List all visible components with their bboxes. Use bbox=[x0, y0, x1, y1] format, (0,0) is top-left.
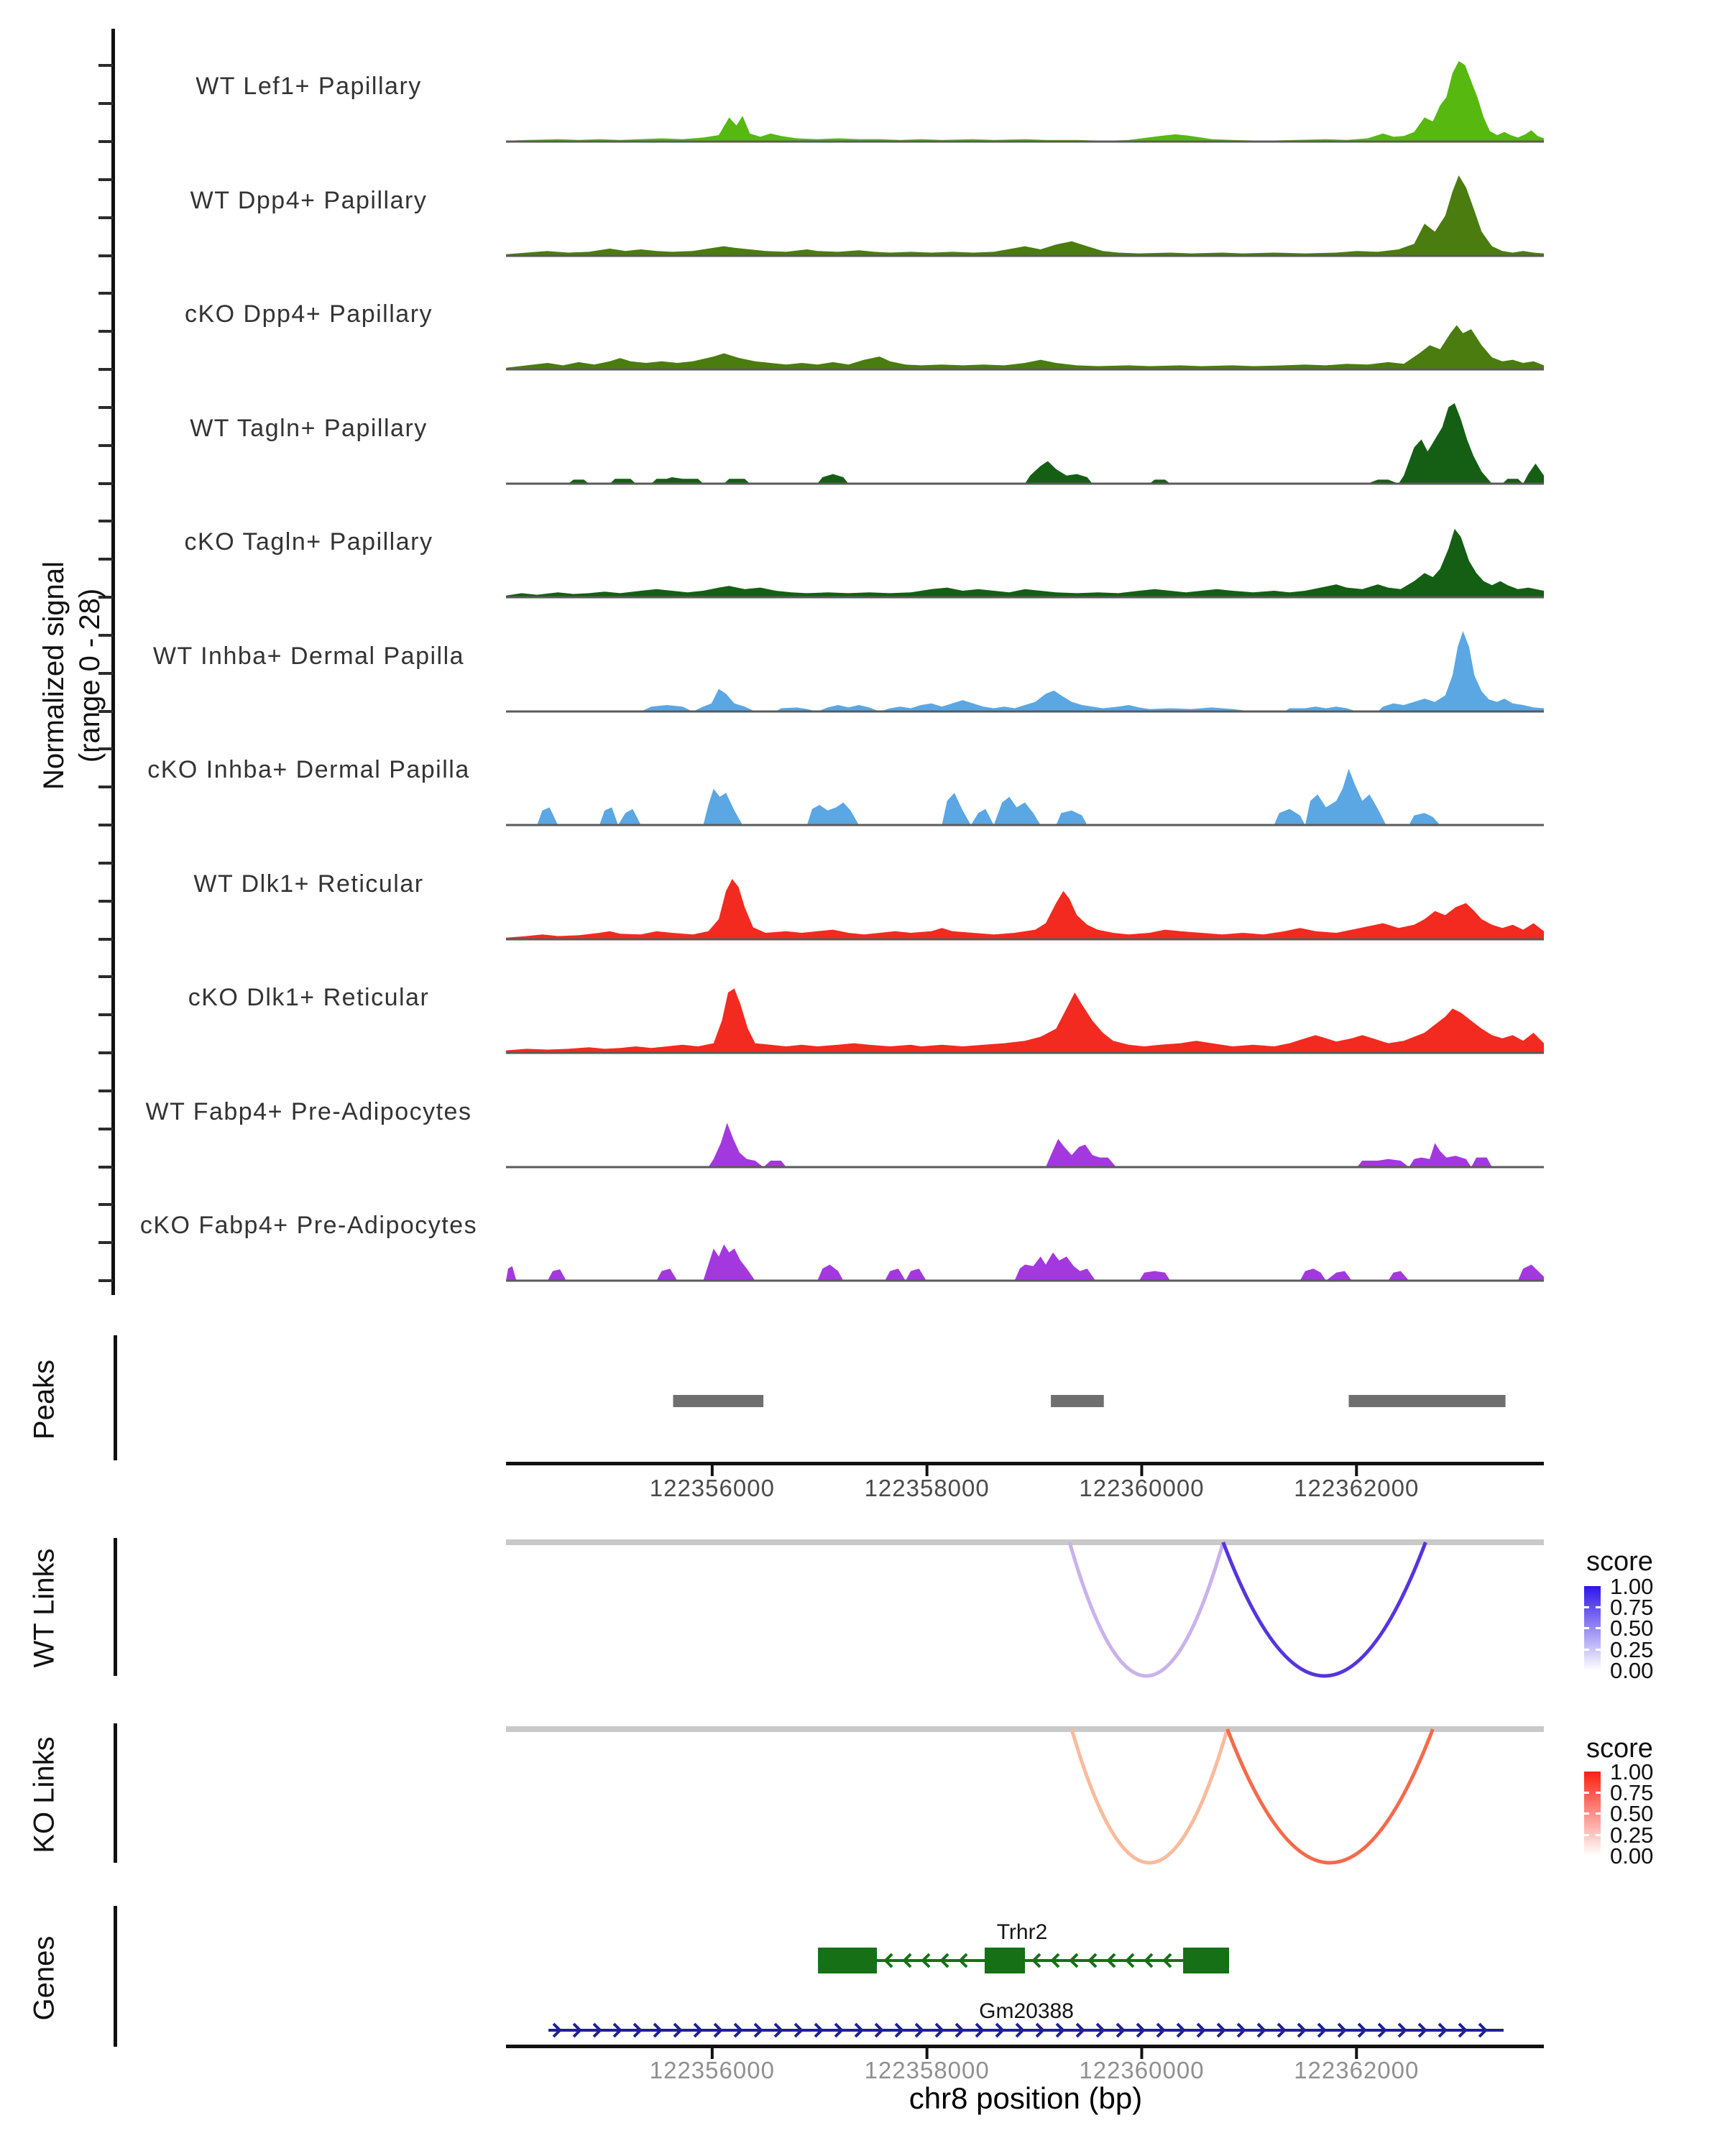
signal-area bbox=[506, 1245, 1544, 1281]
section-label-peaks: Peaks bbox=[28, 1359, 60, 1440]
gene-label-trhr2: Trhr2 bbox=[996, 1920, 1048, 1944]
x-tick-label: 122360000 bbox=[1079, 1475, 1205, 1501]
signal-area bbox=[506, 1123, 1544, 1167]
x-tick-label: 122360000 bbox=[1079, 2057, 1205, 2083]
peak-interval bbox=[673, 1395, 763, 1407]
section-bracket bbox=[114, 1538, 117, 1676]
legend-tick-label: 0.50 bbox=[1610, 1616, 1654, 1641]
legend-tick-label: 1.00 bbox=[1610, 1759, 1654, 1784]
legend-tick-label: 0.00 bbox=[1610, 1657, 1654, 1683]
track-label: cKO Tagln+ Papillary bbox=[184, 528, 433, 556]
legend-tick-dash bbox=[1596, 1649, 1601, 1651]
track-label: WT Dlk1+ Reticular bbox=[193, 870, 424, 898]
x-tick-label: 122362000 bbox=[1294, 1475, 1420, 1501]
gene-exon bbox=[985, 1948, 1025, 1973]
signal-area bbox=[506, 769, 1544, 825]
gene-exon bbox=[818, 1948, 877, 1973]
track-label: WT Tagln+ Papillary bbox=[190, 415, 428, 442]
legend-tick-dash bbox=[1584, 1834, 1589, 1836]
signal-area bbox=[506, 175, 1544, 256]
section-bracket bbox=[114, 1906, 117, 2047]
y-axis-label-line2: (range 0 - 28) bbox=[74, 588, 106, 763]
signal-area bbox=[506, 325, 1544, 369]
legend-tick-label: 0.25 bbox=[1610, 1636, 1654, 1662]
track-label: WT Lef1+ Papillary bbox=[196, 73, 422, 100]
y-axis-label bbox=[36, 29, 108, 1322]
gene-label-gm20388: Gm20388 bbox=[979, 1999, 1074, 2023]
links-baseline bbox=[506, 1726, 1544, 1732]
x-tick-label: 122356000 bbox=[649, 1475, 775, 1501]
signal-area bbox=[506, 988, 1544, 1053]
y-axis-label-line1: Normalized signal bbox=[38, 561, 70, 790]
section-bracket bbox=[114, 1723, 117, 1863]
signal-area bbox=[506, 529, 1544, 597]
legend-tick-dash bbox=[1584, 1606, 1589, 1608]
x-axis-title: chr8 position (bp) bbox=[908, 2081, 1143, 2115]
track-label: cKO Inhba+ Dermal Papilla bbox=[147, 756, 470, 783]
peak-interval bbox=[1349, 1395, 1506, 1407]
signal-area bbox=[506, 403, 1544, 484]
link-arc bbox=[1228, 1729, 1433, 1863]
legend-tick-label: 0.75 bbox=[1610, 1780, 1654, 1806]
x-tick-label: 122356000 bbox=[649, 2057, 775, 2083]
gene-exon bbox=[1183, 1948, 1229, 1973]
x-axis-line bbox=[506, 1462, 1544, 1465]
legend-tick-label: 0.75 bbox=[1610, 1595, 1654, 1621]
links-baseline bbox=[506, 1539, 1544, 1545]
legend-tick-dash bbox=[1584, 1792, 1589, 1794]
track-label: cKO Fabp4+ Pre-Adipocytes bbox=[139, 1212, 478, 1239]
legend-tick-dash bbox=[1596, 1606, 1601, 1608]
legend-tick-dash bbox=[1584, 1627, 1589, 1629]
section-bracket bbox=[114, 1335, 117, 1460]
legend-tick-dash bbox=[1584, 1649, 1589, 1651]
track-label: WT Dpp4+ Papillary bbox=[190, 187, 428, 214]
link-arc bbox=[1070, 1542, 1223, 1676]
section-label-genes: Genes bbox=[28, 1935, 60, 2021]
legend-tick-label: 0.25 bbox=[1610, 1822, 1654, 1848]
legend-tick-label: 0.00 bbox=[1610, 1843, 1654, 1869]
track-label: cKO Dlk1+ Reticular bbox=[188, 984, 430, 1011]
link-arc bbox=[1223, 1542, 1426, 1676]
x-tick-label: 122362000 bbox=[1294, 2057, 1420, 2083]
ko-score-legend-title: score bbox=[1586, 1733, 1653, 1764]
peak-interval bbox=[1051, 1395, 1104, 1407]
link-arc bbox=[1072, 1729, 1228, 1863]
signal-area bbox=[506, 631, 1544, 711]
signal-area bbox=[506, 61, 1544, 142]
x-axis-line bbox=[506, 2045, 1544, 2048]
legend-tick-dash bbox=[1596, 1812, 1601, 1815]
section-label-wt-links: WT Links bbox=[28, 1548, 60, 1668]
x-tick-label: 122358000 bbox=[864, 1475, 990, 1501]
legend-tick-dash bbox=[1596, 1792, 1601, 1794]
legend-tick-dash bbox=[1584, 1812, 1589, 1815]
legend-tick-dash bbox=[1596, 1834, 1601, 1836]
track-label: cKO Dpp4+ Papillary bbox=[184, 300, 433, 328]
legend-tick-label: 1.00 bbox=[1610, 1574, 1654, 1599]
section-label-ko-links: KO Links bbox=[28, 1736, 60, 1853]
legend-tick-label: 0.50 bbox=[1610, 1801, 1654, 1827]
x-tick-label: 122358000 bbox=[864, 2057, 990, 2083]
wt-score-legend-title: score bbox=[1586, 1547, 1653, 1577]
legend-tick-dash bbox=[1596, 1627, 1601, 1629]
track-label: WT Inhba+ Dermal Papilla bbox=[152, 642, 465, 670]
signal-area bbox=[506, 879, 1544, 939]
track-label: WT Fabp4+ Pre-Adipocytes bbox=[145, 1098, 472, 1125]
